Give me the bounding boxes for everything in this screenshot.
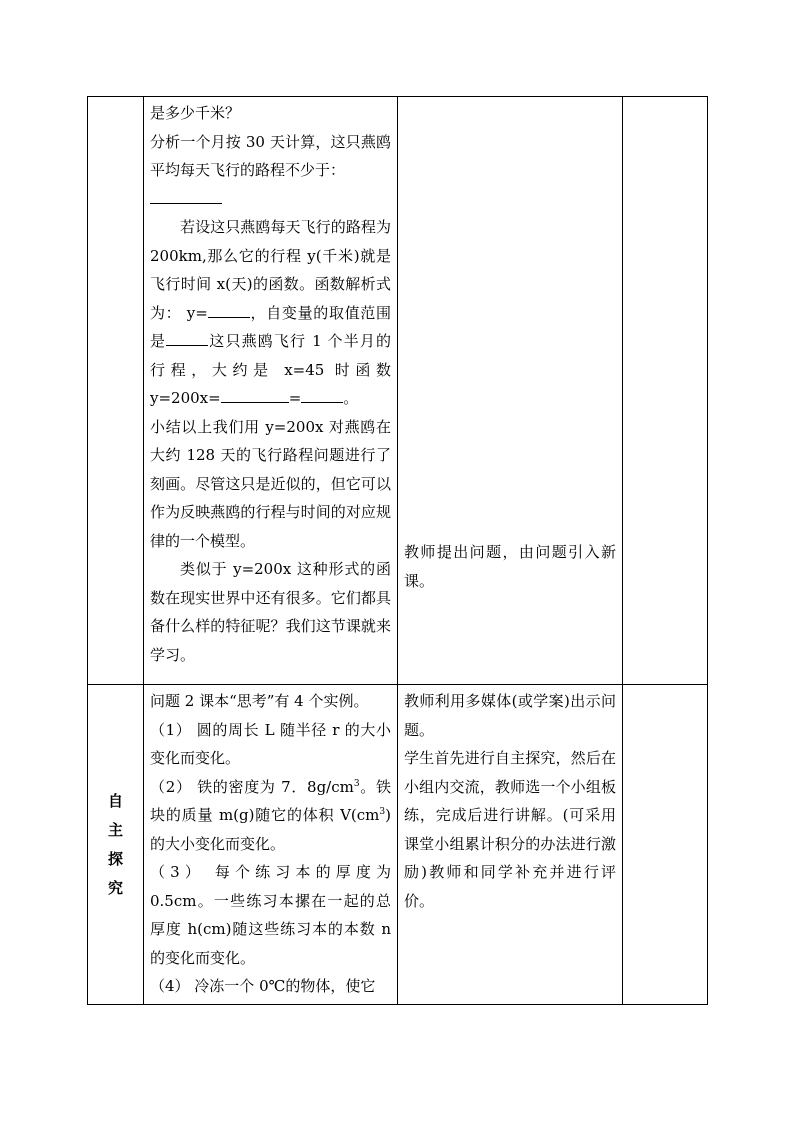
notes-cell (623, 685, 708, 1005)
section-label (88, 685, 143, 1004)
blank (166, 327, 208, 346)
superscript: 3 (379, 807, 386, 817)
question-line: 问题 2 课本“思考”有 4 个实例。 (150, 692, 369, 710)
lesson-plan-table (87, 96, 708, 1005)
blank (208, 299, 250, 318)
content-cell (144, 685, 398, 1005)
content-paragraph (150, 213, 391, 413)
text-span: 这只燕鸥飞行 1 个半月的行程，大约是 x=45 时函数 y=200x= (150, 332, 391, 407)
example-item: （3） 每个练习本的厚度为 0.5cm。一些练习本摞在一起的总厚度 h(cm)随这些练习本的本数 n 的变化而变化。 (150, 863, 391, 967)
label-char: 主 (107, 820, 123, 839)
example-item (150, 773, 391, 859)
activity-cell (398, 685, 623, 1005)
answer-blank-line (150, 185, 391, 214)
notes-cell (623, 97, 708, 685)
activity-text: 学生首先进行自主探究，然后在小组内交流，教师选一个小组板练，完成后进行讲解。(可采用课堂小组累计积分的办法进行激励)教师和同学补充并进行评价。 (404, 749, 616, 910)
blank (301, 384, 343, 403)
blank (221, 384, 289, 403)
text-span: = (288, 389, 302, 407)
activity-cell (398, 97, 623, 685)
text-span: （2） 铁的密度为 7．8g/cm (150, 777, 354, 796)
table-row (88, 97, 708, 685)
label-char: 自 (107, 791, 123, 810)
summary-paragraph: 小结以上我们用 y=200x 对燕鸥在大约 128 天的飞行路程问题进行了刻画。尽管这只是近似的，但它可以作为反映燕鸥的行程与时间的对应规律的一个模型。 (150, 417, 391, 550)
content-line: 是多少千米？ (150, 104, 241, 122)
text-span: )的大小变化而变化。 (150, 806, 391, 853)
label-char: 究 (107, 878, 123, 897)
label-char: 探 (107, 849, 123, 868)
text-span: 。铁块的质量 m(g)随它的体积 V(cm (150, 777, 391, 824)
text-span: 若设这只燕鸥每天飞行的路程为 200km,那么它的行程 y(千米)就是飞行时间 x(天)的函数。函数解析式为： y= (150, 218, 391, 322)
section-label-cell (88, 685, 144, 1005)
text-span: ，自变量的取值范围是 (150, 303, 391, 350)
superscript: 3 (353, 778, 360, 789)
content-paragraph: 类似于 y=200x 这种形式的函数在现实世界中还有很多。它们都具备什么样的特征呢？我们这节课就来学习。 (150, 560, 391, 664)
table-row (88, 685, 708, 1005)
content-cell (144, 97, 398, 685)
text-span: 。 (343, 389, 359, 407)
section-label-cell (88, 97, 144, 685)
activity-text: 教师提出问题，由问题引入新课。 (404, 543, 616, 590)
activity-text: 教师利用多媒体(或学案)出示问题。 (404, 692, 616, 739)
example-item: （1） 圆的周长 L 随半径 r 的大小变化而变化。 (150, 720, 391, 767)
example-item: （4） 冷冻一个 0℃的物体，使它 (150, 977, 376, 995)
blank (150, 185, 222, 204)
content-paragraph: 分析一个月按 30 天计算，这只燕鸥平均每天飞行的路程不少于： (150, 132, 391, 179)
